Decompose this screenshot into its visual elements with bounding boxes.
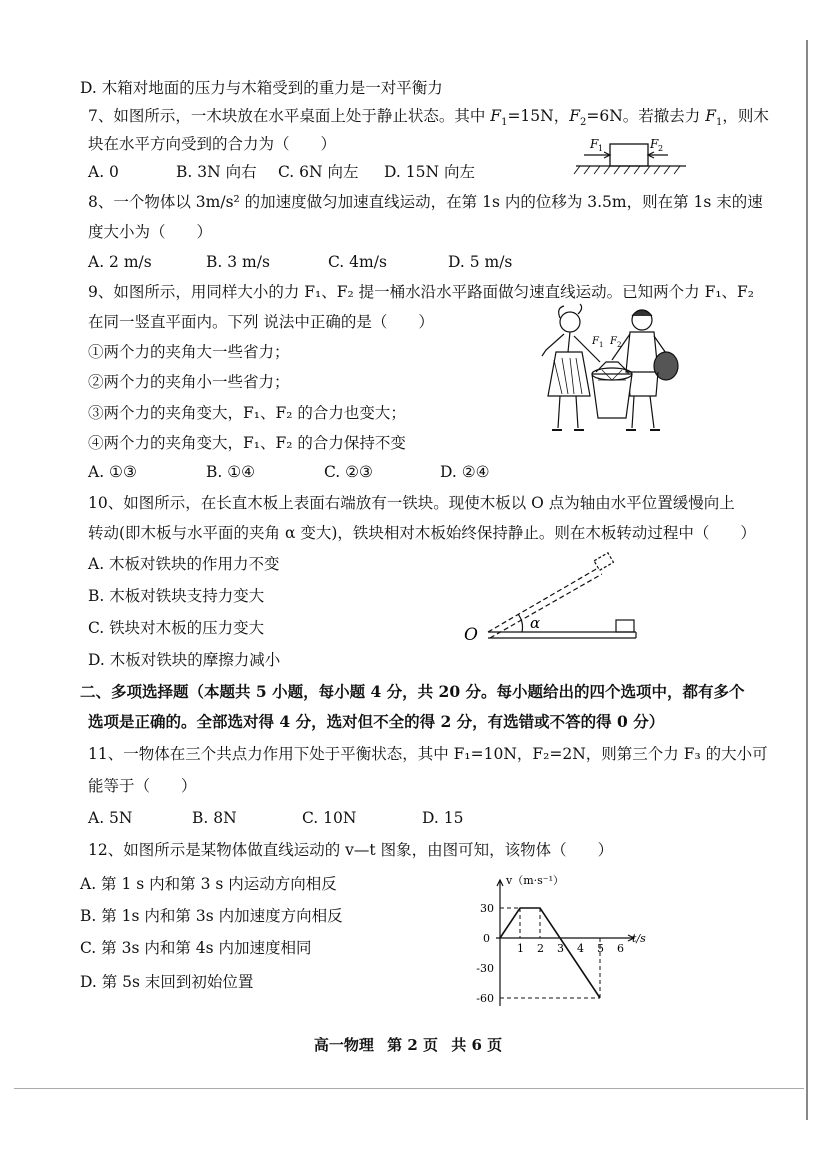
q8-stem-line2: 度大小为（ ）	[88, 223, 213, 241]
iron-block-tilted	[594, 553, 613, 571]
q9-option-a: A. ①③	[88, 463, 137, 481]
q9-stem-line2: 在同一竖直平面内。下列 说法中正确的是（ ）	[88, 313, 434, 331]
q9-option-c: C. ②③	[324, 463, 373, 481]
section2-header-line2: 选项是正确的。全部选对得 4 分，选对但不全的得 2 分，有选错或不答的得 0 分）	[88, 712, 665, 731]
q8-option-b: B. 3 m/s	[206, 253, 270, 271]
pivot-label: O	[464, 625, 478, 645]
q7-stem-line2: 块在水平方向受到的合力为（ ）	[88, 135, 337, 153]
q12-stem: 12、如图所示是某物体做直线运动的 v—t 图象，由图可知，该物体（ ）	[88, 841, 614, 859]
q9-statement-3: ③两个力的夹角变大，F₁、F₂ 的合力也变大；	[88, 404, 406, 422]
boy-shirt	[626, 332, 658, 372]
q8-option-c: C. 4m/s	[328, 253, 387, 271]
q7-stem-line1: 7、如图所示，一木块放在水平桌面上处于静止状态。其中 $F_1=15N$，$F_2=6N$。若撤去力 $F_1$，则木	[88, 107, 769, 129]
q8-option-a: A. 2 m/s	[88, 253, 152, 271]
q12-option-b: B. 第 1s 内和第 3s 内加速度方向相反	[80, 907, 343, 925]
q11-option-a: A. 5N	[88, 809, 133, 827]
page-footer	[0, 1034, 816, 1055]
board-tilted-bottom	[490, 574, 602, 638]
q9-statement-2: ②两个力的夹角小一些省力；	[88, 373, 290, 391]
q10-stem-line1: 10、如图所示，在长直木板上表面右端放有一铁块。现使木板以 O 点为轴由水平位置缓慢向上	[88, 494, 735, 512]
angle-label: α	[530, 614, 541, 632]
vt-x-tick-label: 1	[517, 942, 524, 955]
section2-header-line1: 二、多项选择题（本题共 5 小题，每小题 4 分，共 20 分。每小题给出的四个选项中，都有多个	[80, 682, 745, 701]
q7-option-d: D. 15N 向左	[384, 163, 475, 181]
q7-f2: F	[569, 107, 580, 125]
q10-option-a: A. 木板对铁块的作用力不变	[88, 555, 280, 573]
q7-option-c: C. 6N 向左	[278, 163, 359, 181]
q10-option-b: B. 木板对铁块支持力变大	[88, 587, 265, 605]
footer-page: 第 2 页	[387, 1036, 438, 1054]
q11-option-b: B. 8N	[192, 809, 237, 827]
q7-fig-f1-sub: 1	[598, 144, 604, 153]
girl-head	[560, 312, 580, 332]
vt-y-tick-label: 30	[480, 902, 494, 915]
q9-option-d: D. ②④	[440, 463, 490, 481]
girl-skirt	[548, 352, 590, 396]
q10-option-d: D. 木板对铁块的摩擦力减小	[88, 651, 281, 669]
q9-option-b: B. ①④	[206, 463, 256, 481]
q10-figure	[460, 552, 646, 648]
q7-option-b: B. 3N 向右	[176, 163, 257, 181]
q11-stem-line2: 能等于（ ）	[88, 777, 197, 795]
q11-stem-line1: 11、一物体在三个共点力作用下处于平衡状态，其中 F₁=10N，F₂=2N，则第三个力 F₃ 的大小可	[88, 745, 768, 763]
q12-option-a: A. 第 1 s 内和第 3 s 内运动方向相反	[80, 875, 337, 893]
vt-y-axis-label: v（m·s⁻¹）	[506, 874, 565, 887]
vt-x-tick-label: 3	[557, 942, 564, 955]
q7-figure	[570, 136, 690, 180]
q12-option-d: D. 第 5s 末回到初始位置	[80, 973, 254, 991]
q9-stem-line1: 9、如图所示，用同样大小的力 F₁、F₂ 提一桶水沿水平路面做匀速直线运动。已知两个力 F₁、F₂	[88, 283, 755, 301]
q7-f1b: F	[705, 107, 716, 125]
q9-statement-1: ①两个力的夹角大一些省力；	[88, 343, 290, 361]
q9-fig-f1-sub: 1	[599, 341, 604, 349]
vt-chart	[452, 868, 662, 1005]
vt-x-tick-label: 5	[597, 942, 604, 955]
q9-figure	[518, 300, 688, 446]
q7-fig-f1-label: F	[590, 137, 599, 151]
vt-series-line	[500, 908, 600, 998]
q7-text-b: =15N，	[507, 107, 570, 125]
vt-x-tick-label: 4	[577, 942, 584, 955]
q7-text-c: =6N。若撤去力	[586, 107, 706, 125]
scan-edge-bottom	[14, 1088, 804, 1089]
scan-edge-right	[806, 40, 808, 1120]
footer-total: 共 6 页	[451, 1036, 503, 1054]
q7-fig-f2-label: F	[650, 137, 659, 151]
vt-x-axis-label: t/s	[632, 932, 646, 945]
q7-option-a: A. 0	[88, 163, 119, 181]
wooden-block	[610, 144, 648, 166]
water-bucket	[592, 374, 632, 418]
q10-option-c: C. 铁块对木板的压力变大	[88, 619, 265, 637]
q10-stem-line2: 转动(即木板与水平面的夹角 α 变大)，铁块相对木板始终保持静止。则在木板转动过程中（ ）	[88, 524, 756, 542]
q8-stem-line1: 8、一个物体以 3m/s² 的加速度做匀加速直线运动，在第 1s 内的位移为 3.5m，则在第 1s 末的速	[88, 193, 763, 211]
q7-text-d: ，则木	[722, 107, 769, 125]
q7-fig-f2-sub: 2	[658, 144, 664, 153]
q9-fig-f1-label: F	[592, 336, 599, 347]
vt-y-tick-label: -60	[476, 992, 494, 1005]
q11-option-c: C. 10N	[302, 809, 357, 827]
vt-y-tick-label: -30	[476, 962, 494, 975]
vt-y-tick-label: 0	[483, 932, 490, 945]
q8-option-d: D. 5 m/s	[448, 253, 513, 271]
q11-option-d: D. 15	[422, 809, 464, 827]
vt-x-tick-label: 6	[617, 942, 624, 955]
q9-fig-f2-sub: 2	[617, 341, 622, 349]
q9-statement-4: ④两个力的夹角变大，F₁、F₂ 的合力保持不变	[88, 434, 406, 452]
q7-text-a: 7、如图所示，一木块放在水平桌面上处于静止状态。其中	[88, 107, 491, 125]
footer-subject: 高一物理	[313, 1036, 374, 1054]
vt-x-tick-label: 2	[537, 942, 544, 955]
angle-arc	[518, 614, 523, 632]
iron-block	[616, 620, 634, 632]
q6-option-d: D. 木箱对地面的压力与木箱受到的重力是一对平衡力	[80, 79, 443, 97]
q7-f1: F	[490, 107, 502, 125]
q12-option-c: C. 第 3s 内和第 4s 内加速度相同	[80, 939, 312, 957]
q9-fig-f2-label: F	[610, 336, 617, 347]
board-tilted-top	[488, 568, 598, 632]
